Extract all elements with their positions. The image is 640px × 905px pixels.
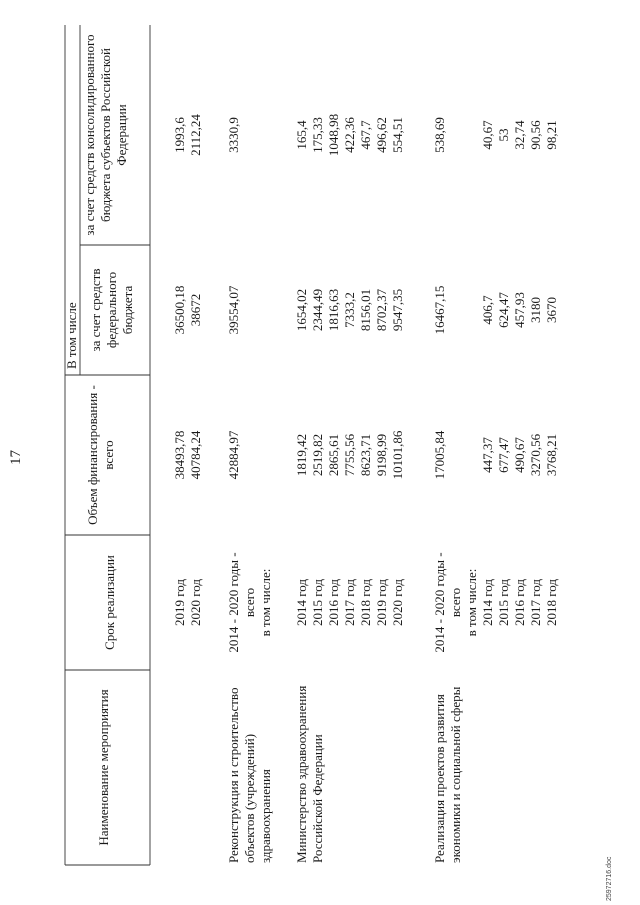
g4-totals: 17005,84 447,37 677,47 490,67 3270,56 3768,21 bbox=[432, 430, 559, 480]
g2-periods: 2014 - 2020 годы - всего в том числе: bbox=[226, 552, 273, 653]
g4-name: Реализация проектов развития экономики и социальной сферы bbox=[432, 686, 463, 863]
g4-federal: 16467,15 406,7 624,47 457,93 3180 3670 bbox=[432, 285, 559, 335]
header-regional: за счет средств консолидированного бюджета субъектов Российской Федерации bbox=[82, 34, 129, 236]
g2-regional: 3330,9 bbox=[226, 117, 241, 153]
header-federal: за счет средств федерального бюджета bbox=[88, 268, 135, 352]
header-total: Объем финансирования - всего bbox=[85, 385, 116, 525]
document-id: 25972716.doc bbox=[606, 856, 613, 901]
header-including: В том числе bbox=[64, 302, 79, 369]
header-period: Срок реализации bbox=[102, 555, 117, 650]
g1-regional: 1993,6 2112,24 bbox=[172, 114, 203, 156]
header-name: Наименование мероприятия bbox=[96, 689, 111, 846]
g3-name: Министерство здравоохранения Российской Федерации bbox=[294, 685, 325, 863]
g3-totals: 1819,42 2519,82 2865,61 7755,56 8623,71 9198,99 10101,86 bbox=[294, 430, 405, 480]
g1-totals: 38493,78 40784,24 bbox=[172, 430, 203, 480]
g2-federal: 39554,07 bbox=[226, 285, 241, 335]
g2-name: Реконструкция и строительство объектов (учреждений) здравоохранения bbox=[226, 687, 273, 863]
page-number: 17 bbox=[8, 450, 24, 465]
g3-periods: 2014 год 2015 год 2016 год 2017 год 2018 год 2019 год 2020 год bbox=[294, 579, 405, 626]
g3-federal: 1654,02 2344,49 1816,63 7333,2 8156,01 8702,37 9547,35 bbox=[294, 288, 405, 332]
g2-total: 42884,97 bbox=[226, 430, 241, 480]
g4-regional: 538,69 40,67 53 32,74 90,56 98,21 bbox=[432, 117, 559, 153]
g1-periods: 2019 год 2020 год bbox=[172, 579, 203, 626]
g4-periods: 2014 - 2020 годы - всего в том числе: 2014 год 2015 год 2016 год 2017 год 2018 год bbox=[432, 552, 559, 653]
g1-federal: 36500,18 38672 bbox=[172, 285, 203, 335]
g3-regional: 165,4 175,33 1048,98 422,36 467,7 496,62 554,51 bbox=[294, 113, 405, 157]
